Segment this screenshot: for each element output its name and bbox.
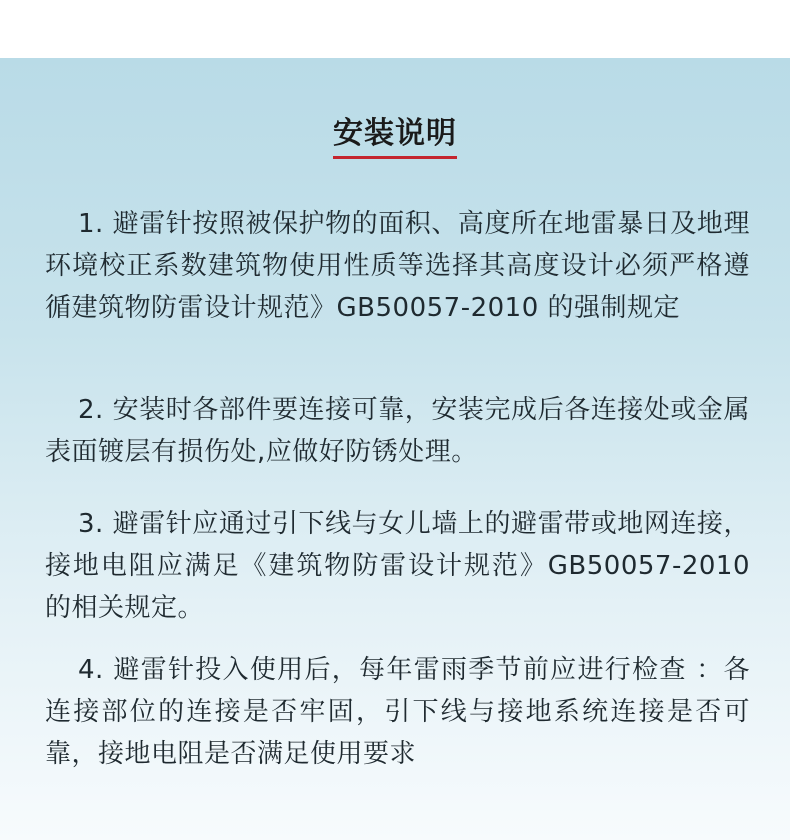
instruction-item-2: 2. 安装时各部件要连接可靠，安装完成后各连接处或金属表面镀层有损伤处,应做好防锈处理。 (45, 395, 750, 467)
page-title: 安装说明 (333, 116, 457, 159)
instruction-item-1: 1. 避雷针按照被保护物的面积、高度所在地雷暴日及地理环境校正系数建筑物使用性质等选择其高度设计必须严格遵循建筑物防雷设计规范》GB50057-2010 的强制规定 (45, 209, 750, 323)
title-block (0, 116, 790, 159)
instruction-item-3: 3. 避雷针应通过引下线与女儿墙上的避雷带或地网连接，接地电阻应满足《建筑物防雷设计规范》GB50057-2010 的相关规定。 (45, 509, 750, 623)
instruction-item-4: 4. 避雷针投入使用后，每年雷雨季节前应进行检查 ：各连接部位的连接是否牢固，引下线与接地系统连接是否可靠，接地电阻是否满足使用要求 (45, 655, 750, 769)
top-white-band (0, 0, 790, 58)
